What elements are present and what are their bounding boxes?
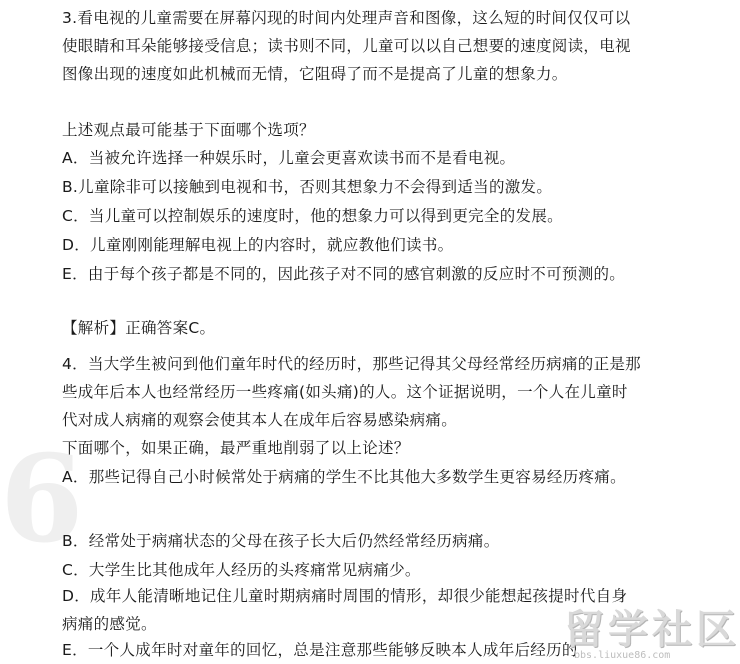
watermark-logo-url: bbs.liuxue86.com [574, 650, 671, 661]
q3-option-b: B.儿童除非可以接触到电视和书，否则其想象力不会得到适当的激发。 [62, 178, 553, 196]
q3-option-e: E．由于每个孩子都是不同的，因此孩子对不同的感官刺激的反应时不可预测的。 [62, 265, 626, 283]
q3-option-c: C．当儿童可以控制娱乐的速度时，他的想象力可以得到更完全的发展。 [62, 207, 563, 225]
q4-stem: 4．当大学生被问到他们童年时代的经历时，那些记得其父母经常经历病痛的正是那些成年后本人也经常经历一些疼痛(如头痛)的人。这个证据说明，一个人在儿童时代对成人病痛的观察会使其本人在成年后容易感染病痛。 [62, 355, 641, 429]
q4-prompt: 下面哪个，如果正确，最严重地削弱了以上论述？ [62, 439, 410, 457]
q3-answer: 【解析】正确答案C。 [62, 319, 216, 337]
q3-prompt: 上述观点最可能基于下面哪个选项？ [62, 121, 315, 139]
q4-option-d: D．成年人能清晰地记住儿童时期病痛时周围的情形，却很少能想起孩提时代自身病痛的感觉。 [62, 587, 628, 633]
q4-option-e: E．一个人成年时对童年的回忆，总是注意那些能够反映本人成年后经历的 [62, 641, 578, 659]
q4-option-b: B．经常处于病痛状态的父母在孩子长大后仍然经常经历病痛。 [62, 532, 500, 550]
q4-option-c: C．大学生比其他成年人经历的头疼痛常见病痛少。 [62, 561, 421, 579]
q4-option-a: A．那些记得自己小时候常处于病痛的学生不比其他大多数学生更容易经历疼痛。 [62, 468, 626, 486]
q3-option-d: D．儿童刚刚能理解电视上的内容时，就应教他们读书。 [62, 236, 454, 254]
site-watermark-logo [562, 607, 740, 664]
q3-stem: 3.看电视的儿童需要在屏幕闪现的时间内处理声音和图像，这么短的时间仅仅可以使眼睛和耳朵能够接受信息；读书则不同，儿童可以以自己想要的速度阅读，电视图像出现的速度如此机械而无情，它阻碍了而不是提高了儿童的想象力。 [62, 9, 631, 83]
q3-option-a: A．当被允许选择一种娱乐时，儿童会更喜欢读书而不是看电视。 [62, 149, 516, 167]
watermark-logo-text: 留学社区 [564, 607, 740, 653]
watermark-six-icon: 6 [0, 429, 84, 570]
